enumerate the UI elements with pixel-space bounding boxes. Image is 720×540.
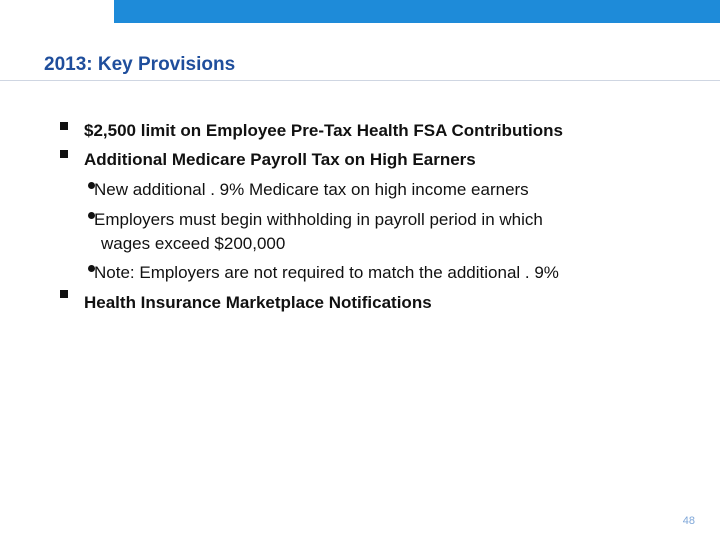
sub-bullet-employer-note: Note: Employers are not required to match the additional . 9% [94, 263, 559, 282]
sub-bullet-medicare-rate: New additional . 9% Medicare tax on high income earners [94, 180, 529, 199]
sub-bullet-withholding: Employers must begin withholding in payroll period in which [94, 210, 543, 229]
bullet-marketplace-notifications: Health Insurance Marketplace Notifications [84, 293, 432, 312]
header-accent-bar [114, 0, 720, 23]
square-bullet-icon [60, 290, 68, 298]
bullet-medicare-tax: Additional Medicare Payroll Tax on High Earners [84, 150, 476, 169]
bullet-fsa-limit: $2,500 limit on Employee Pre-Tax Health FSA Contributions [84, 121, 563, 140]
page-number: 48 [682, 515, 695, 527]
slide-title: 2013: Key Provisions [44, 54, 236, 75]
sub-bullet-withholding-continuation: wages exceed $200,000 [101, 234, 286, 253]
square-bullet-icon [60, 122, 68, 130]
title-divider [0, 80, 720, 81]
square-bullet-icon [60, 150, 68, 158]
